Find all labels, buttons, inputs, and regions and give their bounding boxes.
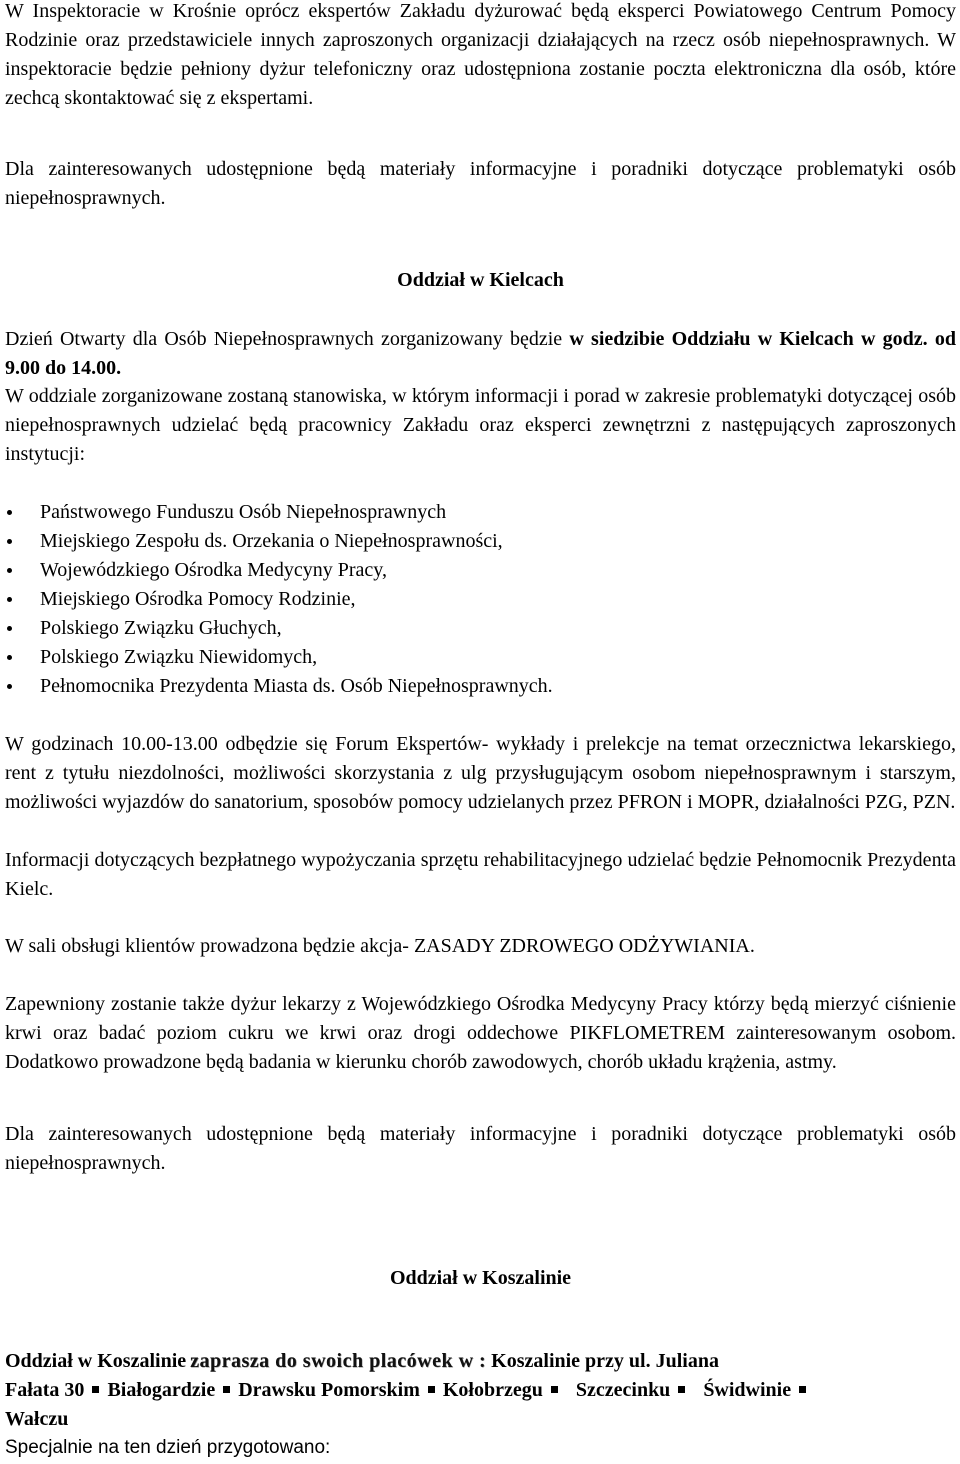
paragraph-krosno: W Inspektoracie w Krośnie oprócz ekspertów Zakładu dyżurować będą eksperci Powiatowego Centrum Pomocy Rodzinie oraz przedstawiciele innych zaproszonych organizacji działających na rzecz osób niepełnosprawnych. W inspektoracie będzie pełniony dyżur telefoniczny oraz udostępniona zostanie poczta elektroniczna dla osób, które zechcą skontaktować się z ekspertami.	[5, 0, 956, 109]
bullet-icon	[7, 684, 12, 689]
list-item-text: Pełnomocnika Prezydenta Miasta ds. Osób Niepełnosprawnych.	[40, 675, 553, 697]
kielce-intro-bold: w siedzibie Oddziału w Kielcach w godz. od 9.00 do 14.00.	[5, 328, 956, 379]
paragraph-koszalin-line2	[5, 1376, 956, 1434]
list-item-text: Wojewódzkiego Ośrodka Medycyny Pracy,	[40, 559, 388, 581]
square-bullet-icon	[223, 1386, 230, 1393]
square-bullet-icon	[678, 1386, 685, 1393]
paragraph-koszalin-line1	[5, 1347, 956, 1376]
list-item-text: Polskiego Związku Głuchych,	[40, 617, 282, 639]
heading-koszalin: Oddział w Koszalinie	[389, 1267, 572, 1289]
institutions-list	[5, 498, 956, 701]
bullet-icon	[7, 626, 12, 631]
kielce-intro-text: Dzień Otwarty dla Osób Niepełnosprawnych zorganizowany będzie	[5, 328, 570, 350]
paragraph-forum: W godzinach 10.00-13.00 odbędzie się Forum Ekspertów- wykłady i prelekcje na temat orzecznictwa lekarskiego, rent z tytułu niezdolności, możliwości skorzystania z ulg przysługującym osobom niepełnosprawnym i starszym, możliwości wyjazdów do sanatorium, sposobów pomocy udzielanych przez PFRON i MOPR, działalności PZG, PZN.	[5, 733, 956, 813]
location-item: Świdwinie	[703, 1379, 792, 1401]
paragraph-kielce-intro	[5, 325, 956, 383]
paragraph-rental: Informacji dotyczących bezpłatnego wypożyczania sprzętu rehabilitacyjnego udzielać będzie Pełnomocnik Prezydenta Kielc.	[5, 849, 956, 900]
list-item	[5, 643, 956, 672]
bullet-icon	[7, 539, 12, 544]
location-item: Kołobrzegu	[442, 1379, 543, 1401]
location-item: Drawsku Pomorskim	[238, 1379, 420, 1401]
paragraph-hall: W sali obsługi klientów prowadzona będzie akcja- ZASADY ZDROWEGO ODŻYWIANIA.	[5, 935, 755, 957]
location-item: Białogardzie	[107, 1379, 216, 1401]
list-item-text: Państwowego Funduszu Osób Niepełnosprawnych	[40, 501, 447, 523]
list-item	[5, 672, 956, 701]
list-item-text: Miejskiego Ośrodka Pomocy Rodzinie,	[40, 588, 356, 610]
koszalin-invite: zaprasza do swoich placówek w :	[190, 1350, 487, 1372]
list-item	[5, 614, 956, 643]
heading-kielce: Oddział w Kielcach	[397, 269, 564, 291]
koszalin-branch: Oddział w Koszalinie	[5, 1350, 187, 1372]
location-item: Fałata 30	[5, 1379, 85, 1401]
list-item-text: Miejskiego Zespołu ds. Orzekania o Niepełnosprawności,	[40, 530, 503, 552]
paragraph-doctors: Zapewniony zostanie także dyżur lekarzy z Wojewódzkiego Ośrodka Medycyny Pracy którzy będą mierzyć ciśnienie krwi oraz badać poziom cukru we krwi oraz drogi oddechowe PIKFLOMETREM zainteresowanym osobom. Dodatkowo prowadzone będą badania w kierunku chorób zawodowych, chorób układu krążenia, astmy.	[5, 993, 956, 1073]
paragraph-materials-2: Dla zainteresowanych udostępnione będą materiały informacyjne i poradniki dotyczące problematyki osób niepełnosprawnych.	[5, 1123, 956, 1174]
paragraph-materials: Dla zainteresowanych udostępnione będą materiały informacyjne i poradniki dotyczące problematyki osób niepełnosprawnych.	[5, 158, 956, 209]
list-item	[5, 498, 956, 527]
location-item: Wałczu	[5, 1408, 69, 1430]
koszalin-city: Koszalinie przy ul. Juliana	[486, 1350, 719, 1372]
bullet-icon	[7, 510, 12, 515]
square-bullet-icon	[551, 1386, 558, 1393]
square-bullet-icon	[799, 1386, 806, 1393]
list-item	[5, 527, 956, 556]
location-item: Szczecinku	[575, 1379, 671, 1401]
list-item-text: Polskiego Związku Niewidomych,	[40, 646, 318, 668]
list-item	[5, 585, 956, 614]
paragraph-prepared: Specjalnie na ten dzień przygotowano:	[5, 1437, 331, 1458]
square-bullet-icon	[428, 1386, 435, 1393]
bullet-icon	[7, 655, 12, 660]
bullet-icon	[7, 597, 12, 602]
bullet-icon	[7, 568, 12, 573]
paragraph-kielce-stations: W oddziale zorganizowane zostaną stanowiska, w którym informacji i porad w zakresie problematyki dotyczącej osób niepełnosprawnych udzielać będą pracownicy Zakładu oraz eksperci zewnętrzni z następujących zaproszonych instytucji:	[5, 385, 956, 465]
list-item	[5, 556, 956, 585]
square-bullet-icon	[92, 1386, 99, 1393]
